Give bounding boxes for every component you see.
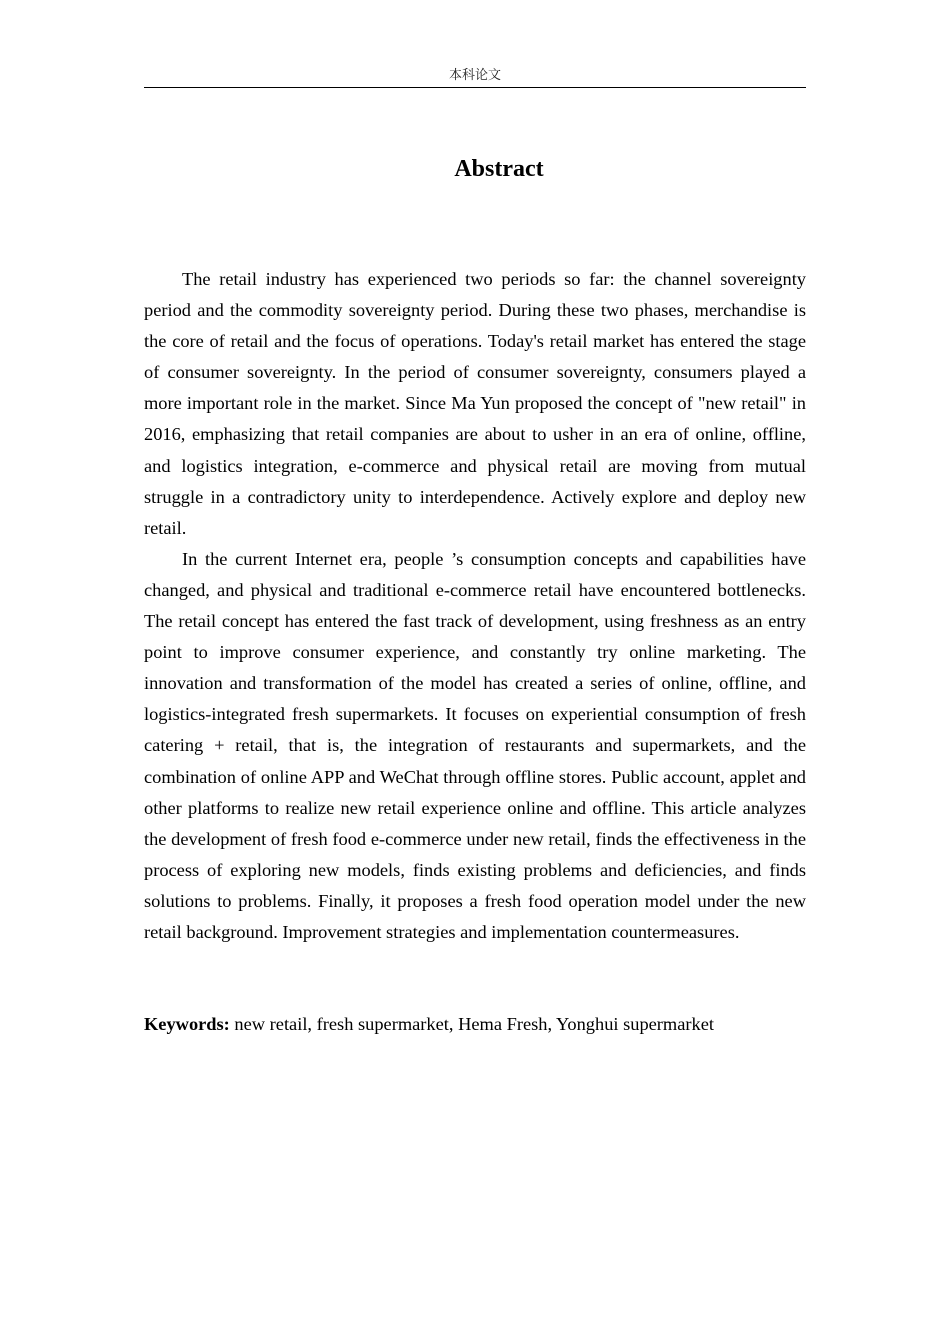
keywords-label: Keywords:	[144, 1014, 230, 1034]
page-header	[144, 66, 806, 88]
header-text: 本科论文	[448, 68, 501, 83]
abstract-body	[144, 264, 806, 948]
keywords-line	[144, 1009, 806, 1040]
abstract-paragraph-1: The retail industry has experienced two periods so far: the channel sovereignty period and the commodity sovereignty period. During these two phases, merchandise is the core of retail and the focus of operations. Today's retail market has entered the stage of consumer sovereignty. In the period of consumer sovereignty, consumers played a more important role in the market. Since Ma Yun proposed the concept of "new retail" in 2016, emphasizing that retail companies are about to usher in an era of online, offline, and logistics integration, e-commerce and physical retail are moving from mutual struggle in a contradictory unity to interdependence. Actively explore and deploy new retail.	[144, 269, 806, 538]
page-title: Abstract	[454, 156, 544, 182]
abstract-paragraph-2: In the current Internet era, people ’s consumption concepts and capabilities have changed, and physical and traditional e-commerce retail have encountered bottlenecks. The retail concept has entered the fast track of development, using freshness as an entry point to improve consumer experience, and constantly try online marketing. The innovation and transformation of the model has created a series of online, offline, and logistics-integrated fresh supermarkets. It focuses on experiential consumption of fresh catering + retail, that is, the integration of restaurants and supermarkets, and the combination of online APP and WeChat through offline stores. Public account, applet and other platforms to realize new retail experience online and offline. This article analyzes the development of fresh food e-commerce under new retail, finds the effectiveness in the process of exploring new models, finds existing problems and deficiencies, and finds solutions to problems. Finally, it proposes a fresh food operation model under the new retail background. Improvement strategies and implementation countermeasures.	[144, 548, 806, 942]
keywords-value: new retail, fresh supermarket, Hema Fresh, Yonghui supermarket	[234, 1014, 714, 1034]
